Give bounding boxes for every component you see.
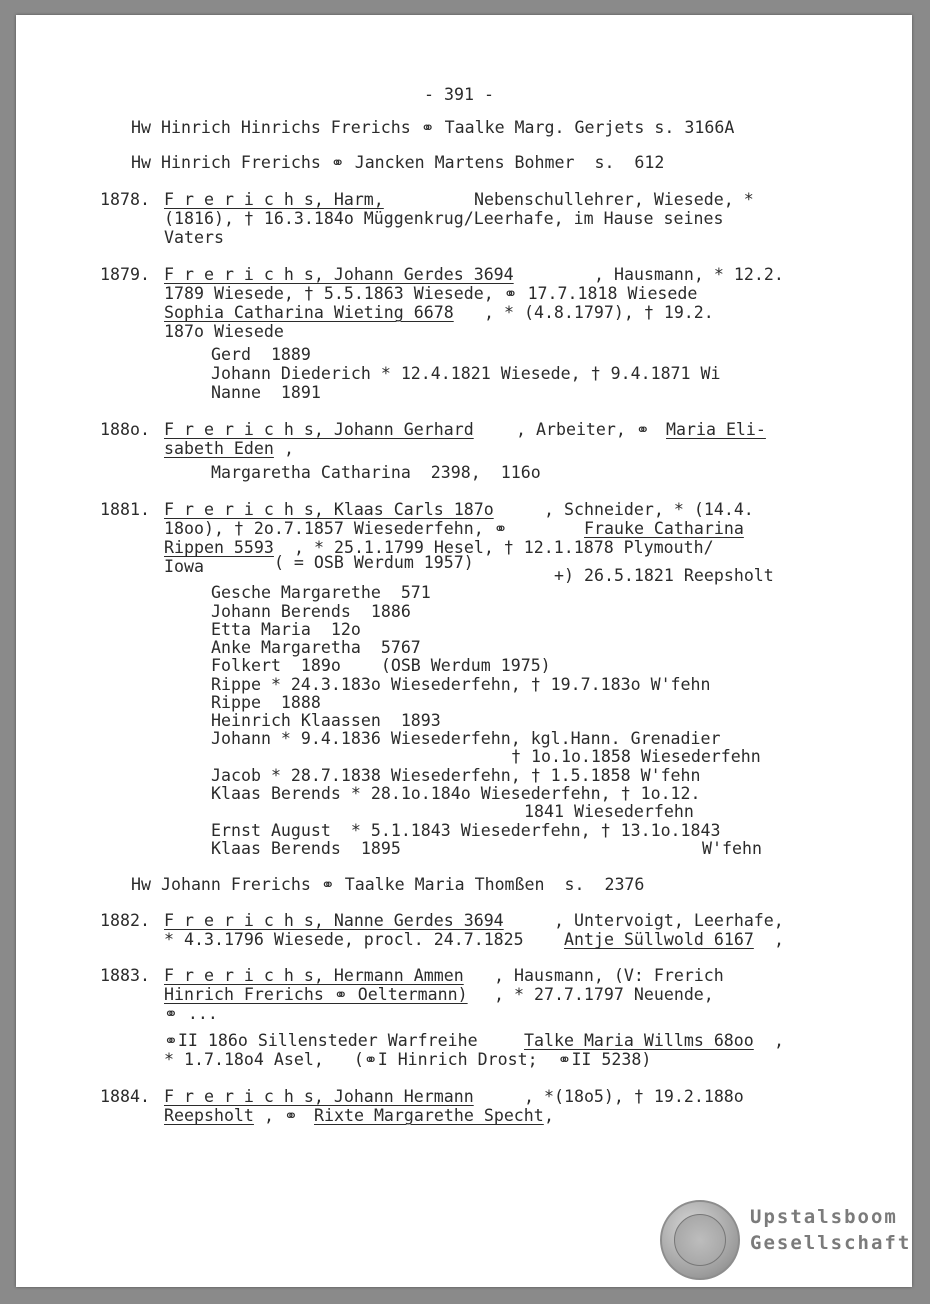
entry-text: * 1.7.18o4 Asel, (⚭I Hinrich Drost; ⚭II 5238) (164, 1050, 652, 1069)
spouse-name: Maria Eli- (666, 420, 766, 439)
entry-number: 1879. (100, 265, 150, 284)
document-page (16, 15, 912, 1287)
spouse-name: Rixte Margarethe Specht (314, 1106, 544, 1125)
entry-text: , Arbeiter, ⚭ (516, 420, 660, 439)
child-line: Rippe 1888 (211, 693, 321, 712)
entry-note: +) 26.5.1821 Reepsholt (554, 566, 774, 585)
entry-text: , Hausmann, * 12.2. (594, 265, 784, 284)
logo-line-2: Gesellschaft (750, 1232, 912, 1254)
spouse-name: Sophia Catharina Wieting 6678 (164, 303, 454, 322)
entry-number: 1884. (100, 1087, 150, 1106)
publisher-logo (660, 1200, 912, 1280)
child-line: Etta Maria 12o (211, 620, 361, 639)
entry-text: , Untervoigt, Leerhafe, (554, 911, 784, 930)
entry-name: F r e r i c h s, Nanne Gerdes 3694 (164, 911, 504, 930)
entry-text: Hinrich Frerichs ⚭ Oeltermann) (164, 985, 468, 1004)
entry-text: Nebenschullehrer, Wiesede, * (464, 190, 754, 209)
entry-name: F r e r i c h s, Hermann Ammen (164, 966, 464, 985)
entry-note: ( = OSB Werdum 1957) (214, 553, 474, 572)
entry-text: 18oo), † 2o.7.1857 Wiesederfehn, ⚭ (164, 519, 508, 538)
child-line: Johann Diederich * 12.4.1821 Wiesede, † 9.4.1871 Wi (211, 364, 721, 383)
child-line: † 1o.1o.1858 Wiesederfehn (511, 747, 761, 766)
entry-name: F r e r i c h s, Johann Gerdes 3694 (164, 265, 514, 284)
entry-text: , (544, 1106, 554, 1125)
entry-number: 1878. (100, 190, 150, 209)
child-line: Klaas Berends * 28.1o.184o Wiesederfehn, † 1o.12. (211, 784, 701, 803)
child-line: Gesche Margarethe 571 (211, 583, 431, 602)
child-line: Jacob * 28.7.1838 Wiesederfehn, † 1.5.1858 W'fehn (211, 766, 701, 785)
child-line: Johann Berends 1886 (211, 602, 411, 621)
child-line: Heinrich Klaassen 1893 (211, 711, 441, 730)
child-line: W'fehn (702, 839, 762, 858)
entry-text: , * 25.1.1799 Hesel, † 12.1.1878 Plymouth/ (294, 538, 714, 557)
entry-text: Vaters (164, 228, 224, 247)
entry-text: , Schneider, * (14.4. (544, 500, 754, 519)
entry-text: , (284, 439, 294, 458)
entry-name: F r e r i c h s, Harm, (164, 190, 384, 209)
entry-number: 1883. (100, 966, 150, 985)
entry-text: , Hausmann, (V: Frerich (494, 966, 724, 985)
entry-text: 1789 Wiesede, † 5.5.1863 Wiesede, ⚭ 17.7.1818 Wiesede (164, 284, 698, 303)
seal-icon (660, 1200, 740, 1280)
child-line: Margaretha Catharina 2398, 116o (211, 463, 541, 482)
child-line: Nanne 1891 (211, 383, 321, 402)
spouse-name: Antje Süllwold 6167 (564, 930, 754, 949)
entry-text: Iowa (164, 557, 204, 576)
child-line: 1841 Wiesederfehn (524, 802, 694, 821)
household-line-3: Hw Johann Frerichs ⚭ Taalke Maria Thomßen s. 2376 (131, 875, 645, 894)
child-line: Klaas Berends 1895 (211, 839, 401, 858)
child-line: Johann * 9.4.1836 Wiesederfehn, kgl.Hann. Grenadier (211, 729, 721, 748)
entry-name: F r e r i c h s, Klaas Carls 187o (164, 500, 494, 519)
page-number: - 391 - (424, 85, 494, 104)
entry-text: * 4.3.1796 Wiesede, procl. 24.7.1825 (164, 930, 534, 949)
entry-name: F r e r i c h s, Johann Gerhard (164, 420, 474, 439)
child-line: Gerd 1889 (211, 345, 311, 364)
logo-line-1: Upstalsboom (750, 1206, 898, 1228)
entry-number: 1881. (100, 500, 150, 519)
entry-text: , *(18o5), † 19.2.188o (524, 1087, 744, 1106)
child-line: Rippe * 24.3.183o Wiesederfehn, † 19.7.183o W'fehn (211, 675, 711, 694)
entry-text: , ⚭ (264, 1106, 308, 1125)
entry-number: 1882. (100, 911, 150, 930)
household-line-2: Hw Hinrich Frerichs ⚭ Jancken Martens Bohmer s. 612 (131, 153, 665, 172)
child-line: Anke Margaretha 5767 (211, 638, 421, 657)
child-line: Folkert 189o (OSB Werdum 1975) (211, 656, 551, 675)
entry-text: (1816), † 16.3.184o Müggenkrug/Leerhafe, im Hause seines (164, 209, 724, 228)
entry-number: 188o. (100, 420, 150, 439)
spouse-name: Talke Maria Willms 68oo (524, 1031, 754, 1050)
entry-text: Reepsholt (164, 1106, 254, 1125)
entry-text: 187o Wiesede (164, 322, 284, 341)
entry-name: F r e r i c h s, Johann Hermann (164, 1087, 474, 1106)
spouse-name: Frauke Catharina (584, 519, 744, 538)
entry-text: ⚭ ... (164, 1004, 218, 1023)
spouse-name: Rippen 5593 (164, 538, 274, 557)
child-line: Ernst August * 5.1.1843 Wiesederfehn, † 13.1o.1843 (211, 821, 721, 840)
spouse-name: sabeth Eden (164, 439, 274, 458)
entry-text: , * (4.8.1797), † 19.2. (484, 303, 714, 322)
household-line-1: Hw Hinrich Hinrichs Frerichs ⚭ Taalke Marg. Gerjets s. 3166A (131, 118, 735, 137)
entry-text: , (774, 1031, 784, 1050)
entry-text: , * 27.7.1797 Neuende, (494, 985, 714, 1004)
entry-text: , (774, 930, 784, 949)
entry-text: ⚭II 186o Sillensteder Warfreihe (164, 1031, 488, 1050)
